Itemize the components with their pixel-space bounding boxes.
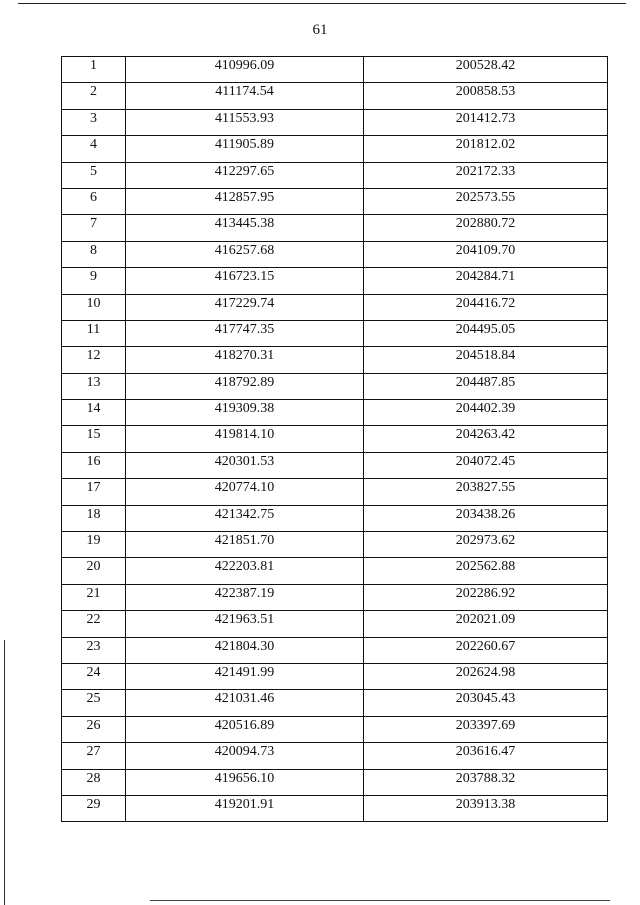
y-coordinate-cell: 203438.26 <box>364 505 608 531</box>
x-coordinate-cell: 419309.38 <box>126 400 364 426</box>
point-number-cell: 11 <box>62 320 126 346</box>
table-row <box>62 716 608 742</box>
point-number-cell: 13 <box>62 373 126 399</box>
table-row <box>62 769 608 795</box>
x-coordinate-cell: 416723.15 <box>126 268 364 294</box>
table-row <box>62 743 608 769</box>
point-number-cell: 12 <box>62 347 126 373</box>
x-coordinate-cell: 419201.91 <box>126 795 364 821</box>
table-row <box>62 241 608 267</box>
y-coordinate-cell: 201412.73 <box>364 109 608 135</box>
table-row <box>62 136 608 162</box>
y-coordinate-cell: 202172.33 <box>364 162 608 188</box>
y-coordinate-cell: 202286.92 <box>364 584 608 610</box>
y-coordinate-cell: 203913.38 <box>364 795 608 821</box>
y-coordinate-cell: 204402.39 <box>364 400 608 426</box>
y-coordinate-cell: 203045.43 <box>364 690 608 716</box>
point-number-cell: 24 <box>62 663 126 689</box>
point-number-cell: 10 <box>62 294 126 320</box>
y-coordinate-cell: 202573.55 <box>364 188 608 214</box>
x-coordinate-cell: 421851.70 <box>126 532 364 558</box>
point-number-cell: 5 <box>62 162 126 188</box>
point-number-cell: 27 <box>62 743 126 769</box>
y-coordinate-cell: 201812.02 <box>364 136 608 162</box>
point-number-cell: 14 <box>62 400 126 426</box>
x-coordinate-cell: 420516.89 <box>126 716 364 742</box>
table-row <box>62 188 608 214</box>
table-row <box>62 400 608 426</box>
x-coordinate-cell: 416257.68 <box>126 241 364 267</box>
y-coordinate-cell: 202880.72 <box>364 215 608 241</box>
point-number-cell: 21 <box>62 584 126 610</box>
table-row <box>62 83 608 109</box>
x-coordinate-cell: 420774.10 <box>126 479 364 505</box>
x-coordinate-cell: 418270.31 <box>126 347 364 373</box>
point-number-cell: 26 <box>62 716 126 742</box>
point-number-cell: 20 <box>62 558 126 584</box>
table-row <box>62 57 608 83</box>
scan-edge-left <box>4 640 5 905</box>
point-number-cell: 28 <box>62 769 126 795</box>
x-coordinate-cell: 413445.38 <box>126 215 364 241</box>
x-coordinate-cell: 410996.09 <box>126 57 364 83</box>
x-coordinate-cell: 418792.89 <box>126 373 364 399</box>
point-number-cell: 19 <box>62 532 126 558</box>
scan-edge-top <box>18 3 626 4</box>
point-number-cell: 2 <box>62 83 126 109</box>
y-coordinate-cell: 204518.84 <box>364 347 608 373</box>
point-number-cell: 18 <box>62 505 126 531</box>
point-number-cell: 23 <box>62 637 126 663</box>
point-number-cell: 8 <box>62 241 126 267</box>
point-number-cell: 29 <box>62 795 126 821</box>
table-row <box>62 795 608 821</box>
table-row <box>62 294 608 320</box>
point-number-cell: 15 <box>62 426 126 452</box>
table-row <box>62 611 608 637</box>
point-number-cell: 6 <box>62 188 126 214</box>
x-coordinate-cell: 419656.10 <box>126 769 364 795</box>
scan-edge-bottom <box>150 900 610 901</box>
page-number: 61 <box>312 22 328 38</box>
x-coordinate-cell: 412857.95 <box>126 188 364 214</box>
table-row <box>62 109 608 135</box>
y-coordinate-cell: 203827.55 <box>364 479 608 505</box>
table-row <box>62 690 608 716</box>
table-row <box>62 215 608 241</box>
y-coordinate-cell: 204416.72 <box>364 294 608 320</box>
x-coordinate-cell: 421031.46 <box>126 690 364 716</box>
table-row <box>62 505 608 531</box>
x-coordinate-cell: 421963.51 <box>126 611 364 637</box>
x-coordinate-cell: 419814.10 <box>126 426 364 452</box>
table-row <box>62 637 608 663</box>
point-number-cell: 16 <box>62 452 126 478</box>
x-coordinate-cell: 422203.81 <box>126 558 364 584</box>
y-coordinate-cell: 202021.09 <box>364 611 608 637</box>
x-coordinate-cell: 422387.19 <box>126 584 364 610</box>
table-row <box>62 479 608 505</box>
point-number-cell: 9 <box>62 268 126 294</box>
x-coordinate-cell: 420094.73 <box>126 743 364 769</box>
table-row <box>62 347 608 373</box>
y-coordinate-cell: 200528.42 <box>364 57 608 83</box>
coordinates-table <box>61 56 608 822</box>
y-coordinate-cell: 202973.62 <box>364 532 608 558</box>
x-coordinate-cell: 412297.65 <box>126 162 364 188</box>
y-coordinate-cell: 204487.85 <box>364 373 608 399</box>
point-number-cell: 7 <box>62 215 126 241</box>
y-coordinate-cell: 203616.47 <box>364 743 608 769</box>
point-number-cell: 4 <box>62 136 126 162</box>
y-coordinate-cell: 203397.69 <box>364 716 608 742</box>
point-number-cell: 22 <box>62 611 126 637</box>
x-coordinate-cell: 421804.30 <box>126 637 364 663</box>
y-coordinate-cell: 202260.67 <box>364 637 608 663</box>
y-coordinate-cell: 204284.71 <box>364 268 608 294</box>
point-number-cell: 3 <box>62 109 126 135</box>
point-number-cell: 1 <box>62 57 126 83</box>
table-row <box>62 584 608 610</box>
table-row <box>62 558 608 584</box>
table-row <box>62 663 608 689</box>
x-coordinate-cell: 417229.74 <box>126 294 364 320</box>
x-coordinate-cell: 411905.89 <box>126 136 364 162</box>
x-coordinate-cell: 421491.99 <box>126 663 364 689</box>
y-coordinate-cell: 204072.45 <box>364 452 608 478</box>
y-coordinate-cell: 202624.98 <box>364 663 608 689</box>
y-coordinate-cell: 204495.05 <box>364 320 608 346</box>
y-coordinate-cell: 204109.70 <box>364 241 608 267</box>
point-number-cell: 25 <box>62 690 126 716</box>
x-coordinate-cell: 417747.35 <box>126 320 364 346</box>
coordinates-table-body <box>62 57 608 822</box>
point-number-cell: 17 <box>62 479 126 505</box>
table-row <box>62 452 608 478</box>
table-row <box>62 426 608 452</box>
table-row <box>62 373 608 399</box>
y-coordinate-cell: 204263.42 <box>364 426 608 452</box>
y-coordinate-cell: 200858.53 <box>364 83 608 109</box>
table-row <box>62 532 608 558</box>
x-coordinate-cell: 421342.75 <box>126 505 364 531</box>
y-coordinate-cell: 202562.88 <box>364 558 608 584</box>
x-coordinate-cell: 420301.53 <box>126 452 364 478</box>
table-row <box>62 162 608 188</box>
x-coordinate-cell: 411553.93 <box>126 109 364 135</box>
x-coordinate-cell: 411174.54 <box>126 83 364 109</box>
table-row <box>62 268 608 294</box>
table-row <box>62 320 608 346</box>
y-coordinate-cell: 203788.32 <box>364 769 608 795</box>
